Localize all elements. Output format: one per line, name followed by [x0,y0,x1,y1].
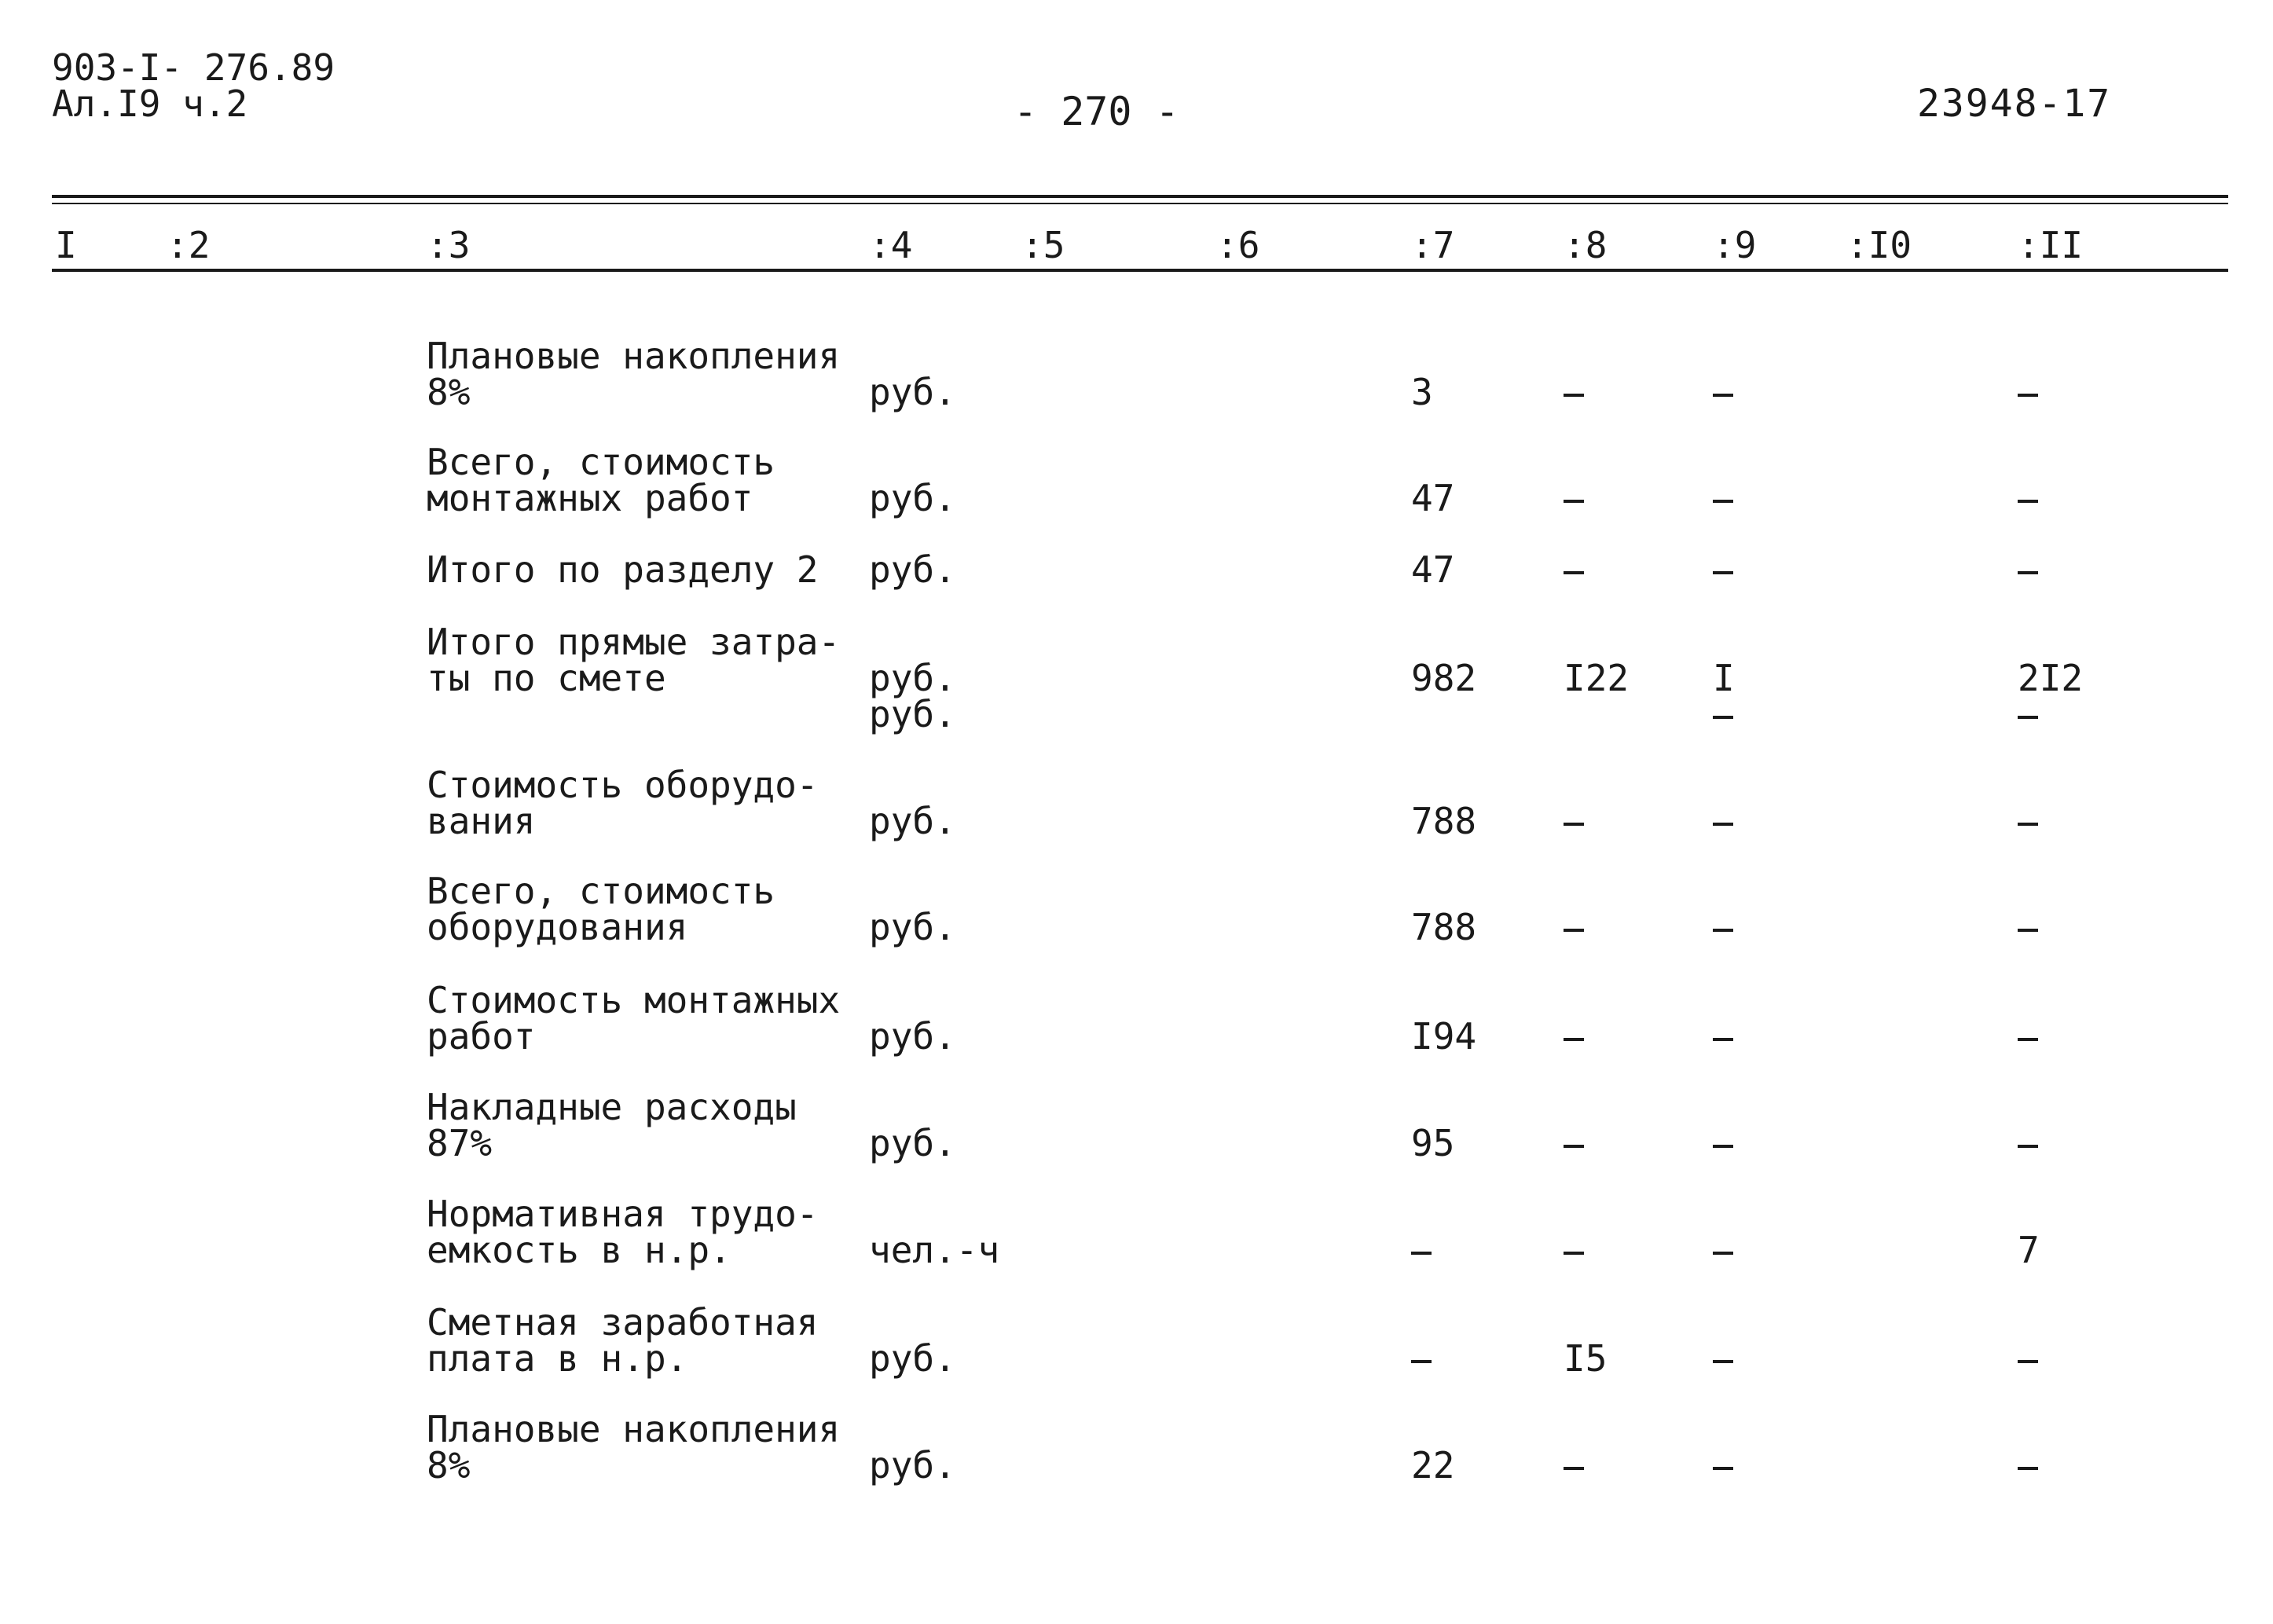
row-col11 [2018,803,2038,839]
table-row [0,335,2273,432]
dash-mark [1564,1467,1584,1470]
dash-mark [1564,1145,1584,1148]
dash-mark [1411,1360,1432,1363]
table-row [0,515,2273,610]
row-col9 [1713,1125,1733,1161]
dash-mark [2018,1467,2038,1470]
dash-mark [1564,823,1584,826]
row-col7: 47 [1411,477,1455,519]
row-unit: руб. [869,1337,956,1380]
row-unit: руб. [869,1444,956,1487]
row-unit: руб. [869,800,956,842]
row-name: Нормативная трудо- емкость в н.р. [427,1193,819,1271]
row-col8 [1564,1232,1584,1268]
row-col9 [1713,480,1733,516]
table-row [0,1301,2273,1399]
dash-mark [1564,1252,1584,1255]
row-col7: 788 [1411,906,1477,948]
row-col9: I [1713,657,1735,699]
table-row [0,979,2273,1076]
row-unit: чел.-ч [869,1229,1000,1271]
dash-mark [1713,929,1733,932]
dash-mark [2018,716,2038,719]
dash-mark [1713,394,1733,397]
column-header-3: :3 [427,224,471,266]
row-name: Плановые накопления 8% [427,1408,841,1487]
row-unit: руб. [869,371,956,413]
row-col7: 982 [1411,657,1477,699]
dash-mark [1564,571,1584,574]
row-name: Плановые накопления 8% [427,335,841,413]
dash-mark [1713,1038,1733,1041]
row-col8: I22 [1564,657,1630,699]
row-col8 [1564,480,1584,516]
table-header-rule [52,269,2228,272]
row-col8 [1564,803,1584,839]
row-col8 [1564,909,1584,945]
dash-mark [1713,1145,1733,1148]
row-col11 [2018,1447,2038,1483]
dash-mark [2018,571,2038,574]
column-header-6: :6 [1216,224,1260,266]
row-col7 [1411,1232,1432,1268]
row-name: Стоимость оборудо- вания [427,764,819,842]
row-col7 [1411,1340,1432,1377]
row-name: Всего, стоимость оборудования [427,870,775,948]
row-name: Итого по разделу 2 [427,548,819,591]
column-header-7: :7 [1411,224,1455,266]
table-row [0,764,2273,861]
dash-mark [2018,1145,2038,1148]
row-col7: 3 [1411,371,1433,413]
album-sheet-ref: Ал.I9 ч.2 [52,82,248,125]
row-col8 [1564,1125,1584,1161]
dash-mark [1713,571,1733,574]
row-col11: 7 [2018,1229,2040,1271]
row-col11 [2018,374,2038,410]
dash-mark [1713,1252,1733,1255]
row-unit: руб. [869,1015,956,1058]
column-header-4: :4 [869,224,913,266]
row-col9 [1713,1340,1733,1377]
row-unit: руб. [869,906,956,948]
dash-mark [2018,1038,2038,1041]
row-col9 [1713,1018,1733,1054]
row-col9 [1713,803,1733,839]
dash-mark [2018,394,2038,397]
row-col7: 47 [1411,548,1455,591]
row-col7: I94 [1411,1015,1477,1058]
table-row [0,1408,2273,1505]
column-header-9: :9 [1713,224,1757,266]
row-unit: руб. [869,477,956,519]
column-header-10: :I0 [1846,224,1912,266]
table-top-rule-thin [52,203,2228,204]
table-row [0,870,2273,967]
page-number: - 270 - [1014,89,1179,134]
row-col8 [1564,374,1584,410]
row-unit: руб. руб. [869,657,956,735]
row-name: Всего, стоимость монтажных работ [427,441,775,519]
dash-mark [1713,716,1733,719]
dash-mark [1713,1360,1733,1363]
dash-mark [1713,500,1733,503]
row-col9 [1713,374,1733,410]
dash-mark [1713,823,1733,826]
document-id: 23948-17 [1917,82,2112,126]
column-header-1: I [55,224,77,266]
column-header-2: :2 [167,224,211,266]
table-row [0,1193,2273,1290]
row-col9 [1713,1232,1733,1268]
row-col7: 788 [1411,800,1477,842]
dash-mark [2018,500,2038,503]
row-col8 [1564,552,1584,588]
table-row [0,1086,2273,1183]
row-col11 [2018,552,2038,588]
row-col11-sub [2018,696,2038,732]
row-unit: руб. [869,1122,956,1164]
table-top-rule [52,195,2228,198]
document-code: 903-I- 276.89 [52,46,335,89]
row-name: Сметная заработная плата в н.р. [427,1301,819,1380]
row-col11 [2018,1018,2038,1054]
row-col8: I5 [1564,1337,1608,1380]
dash-mark [1564,500,1584,503]
row-col11 [2018,909,2038,945]
row-col11 [2018,1340,2038,1377]
row-col7: 95 [1411,1122,1455,1164]
row-col9-sub [1713,696,1733,732]
row-col11 [2018,480,2038,516]
dash-mark [1564,1038,1584,1041]
dash-mark [1713,1467,1733,1470]
row-col9 [1713,1447,1733,1483]
column-header-8: :8 [1564,224,1608,266]
dash-mark [2018,929,2038,932]
row-col8 [1564,1447,1584,1483]
row-col7: 22 [1411,1444,1455,1487]
column-header-11: :II [2018,224,2084,266]
dash-mark [1564,394,1584,397]
dash-mark [2018,1360,2038,1363]
row-col11 [2018,1125,2038,1161]
dash-mark [1411,1252,1432,1255]
row-col8 [1564,1018,1584,1054]
row-name: Итого прямые затра- ты по смете [427,621,841,699]
row-name: Стоимость монтажных работ [427,979,841,1058]
row-col11: 2I2 [2018,657,2084,699]
row-name: Накладные расходы 87% [427,1086,797,1164]
dash-mark [1564,929,1584,932]
row-col9 [1713,909,1733,945]
row-col9 [1713,552,1733,588]
dash-mark [2018,823,2038,826]
row-unit: руб. [869,548,956,591]
table-row [0,621,2273,750]
column-header-5: :5 [1021,224,1065,266]
